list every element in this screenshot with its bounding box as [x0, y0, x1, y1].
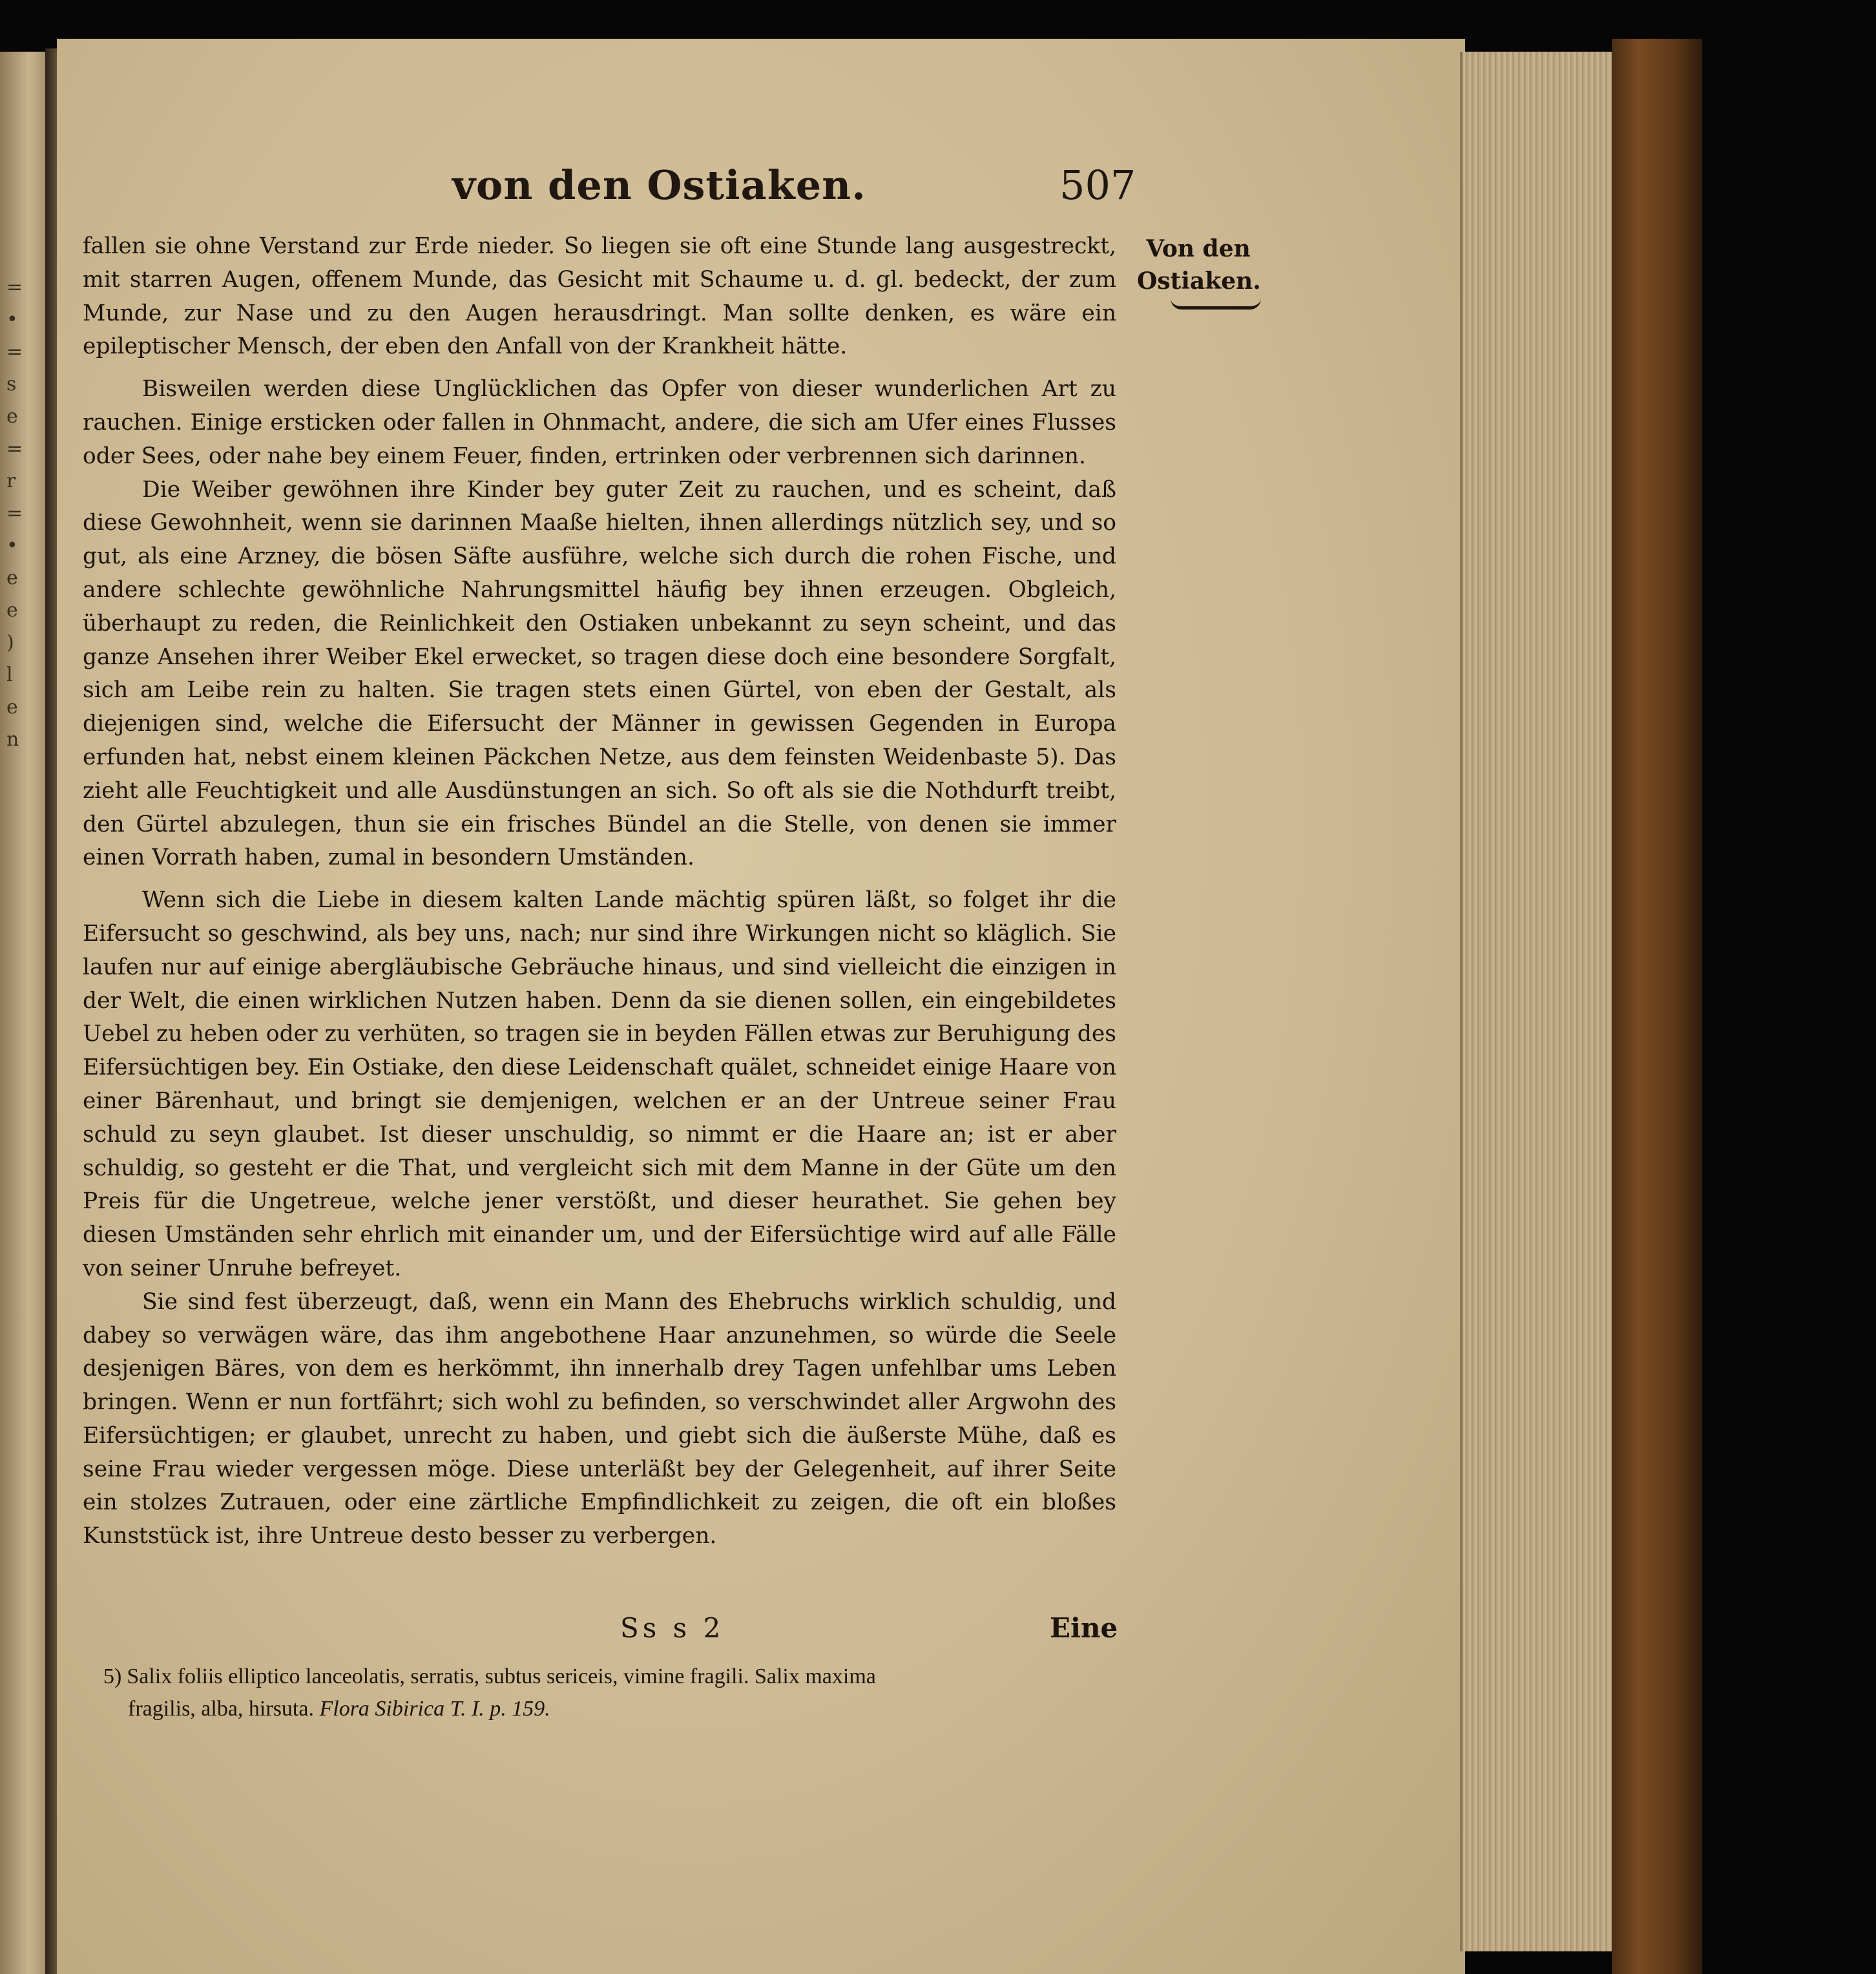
footnote-text: fragilis, alba, hirsuta.: [128, 1697, 314, 1721]
paragraph: Sie sind fest überzeugt, daß, wenn ein Mann des Ehebruchs wirklich schuldig, und dabey so verwägen wäre, das ihm angebothene Haar anzunehmen, so würde die Seele desjenigen Bäres, von dem es herkömmt, ihn innerhalb drey Tagen unfehlbar ums Leben bringen. Wenn er nun fortfährt; sich wohl zu befinden, so verschwindet aller Argwohn des Eifersüchtigen; er glaubet, unrecht zu haben, und giebt sich die äußerste Mühe, daß es seine Frau wieder vergessen möge. Diese unterläßt bey der Gelegenheit, auf ihrer Seite ein stolzes Zutrauen, oder eine zärtliche Empfindlichkeit zu zeigen, die oft ein bloßes Kunststück ist, ihre Untreue desto besser zu verbergen.: [83, 1288, 1116, 1549]
signature-mark: Ss s 2: [620, 1612, 725, 1644]
facing-page-line-ends: = • = s e = r = • e e ) l e n: [6, 276, 23, 751]
paragraph: Bisweilen werden diese Unglücklichen das Opfer von dieser wunderlichen Art zu rauchen. Einige ersticken oder fallen in Ohnmacht, andere, die sich am Ufer eines Flusses oder Sees, oder nahe bey einem Feuer, finden, ertrinken oder verbrennen sich darinnen.: [83, 376, 1116, 469]
margin-note-line: Von den: [1146, 235, 1251, 262]
running-head: von den Ostiaken.: [452, 162, 866, 209]
body-text: [83, 230, 1116, 1553]
catchword: Eine: [1050, 1612, 1118, 1644]
footnote-line: [103, 1693, 1111, 1725]
leather-cover-board: [1612, 39, 1702, 1974]
footnote-text: Salix foliis elliptico lanceolatis, serratis, subtus sericeis, vimine fragili. Salix maxima: [127, 1664, 876, 1688]
footnote-marker: 5): [103, 1664, 122, 1688]
paragraph: fallen sie ohne Verstand zur Erde nieder. So liegen sie oft eine Stunde lang ausgestreckt, mit starren Augen, offenem Munde, das Gesicht mit Schaume u. d. gl. bedeckt, der zum Munde, zur Nase und zu den Augen herausdringt. Man sollte denken, es wäre ein epileptischer Mensch, der eben den Anfall von der Krankheit hätte.: [83, 233, 1116, 360]
paragraph: Wenn sich die Liebe in diesem kalten Lande mächtig spüren läßt, so folget ihr die Eifersucht so geschwind, als bey uns, nach; nur sind ihre Wirkungen nicht so kläglich. Sie laufen nur auf einige abergläubische Gebräuche hinaus, und sind vielleicht die einzigen in der Welt, die einen wirklichen Nutzen haben. Denn da sie dienen sollen, ein eingebildetes Uebel zu heben oder zu verhüten, so tragen sie in beyden Fällen etwas zur Beruhigung des Eifersüchtigen bey. Ein Ostiake, den diese Leidenschaft quälet, schneidet einige Haare von einer Bärenhaut, und bringt sie demjenigen, welchen er an der Untreue seiner Frau schuld zu seyn glaubet. Ist dieser unschuldig, so nimmt er die Haare an; ist er aber schuldig, so gesteht er die That, und vergleicht sich mit dem Manne in der Güte um den Preis für die Ungetreue, welche jener verstößt, und dieser heurathet. Sie gehen bey diesen Umständen sehr ehrlich mit einander um, und der Eifersüchtige wird auf alle Fälle von seiner Unruhe befreyet.: [83, 887, 1116, 1281]
page-block-edges: [1460, 52, 1618, 1951]
footnote-line: [103, 1661, 1111, 1693]
margin-note-line: Ostiaken.: [1137, 268, 1261, 295]
page-number: 507: [1059, 162, 1136, 209]
footnote-citation: Flora Sibirica T. I. p. 159.: [319, 1697, 550, 1721]
footnote: [103, 1661, 1111, 1725]
facing-page-edge: [0, 52, 48, 1974]
paragraph: Die Weiber gewöhnen ihre Kinder bey guter Zeit zu rauchen, und es scheint, daß diese Gewohnheit, wenn sie darinnen Maaße hielten, ihnen allerdings nützlich sey, und so gut, als eine Arzney, die bösen Säfte ausführe, welche sich durch die rohen Fische, und andere schlechte gewöhnliche Nahrungsmittel häufig bey ihnen erzeugen. Obgleich, überhaupt zu reden, die Reinlichkeit den Ostiaken unbekannt zu seyn scheint, und das ganze Ansehen ihrer Weiber Ekel erwecket, so tragen diese doch eine besondere Sorgfalt, sich am Leibe rein zu halten. Sie tragen stets einen Gürtel, von eben der Gestalt, als diejenigen sind, welche die Eifersucht der Männer in gewissen Gegenden in Europa erfunden hat, nebst einem kleinen Päckchen Netze, aus dem feinsten Weidenbaste 5). Das zieht alle Feuchtigkeit und alle Ausdünstungen an sich. So oft als sie die Nothdurft treibt, den Gürtel abzulegen, thun sie ein frisches Bündel an die Stelle, von denen sie immer einen Vorrath haben, zumal in besondern Umständen.: [83, 476, 1116, 871]
margin-brace: [1171, 299, 1261, 310]
margin-note: [1137, 233, 1260, 297]
